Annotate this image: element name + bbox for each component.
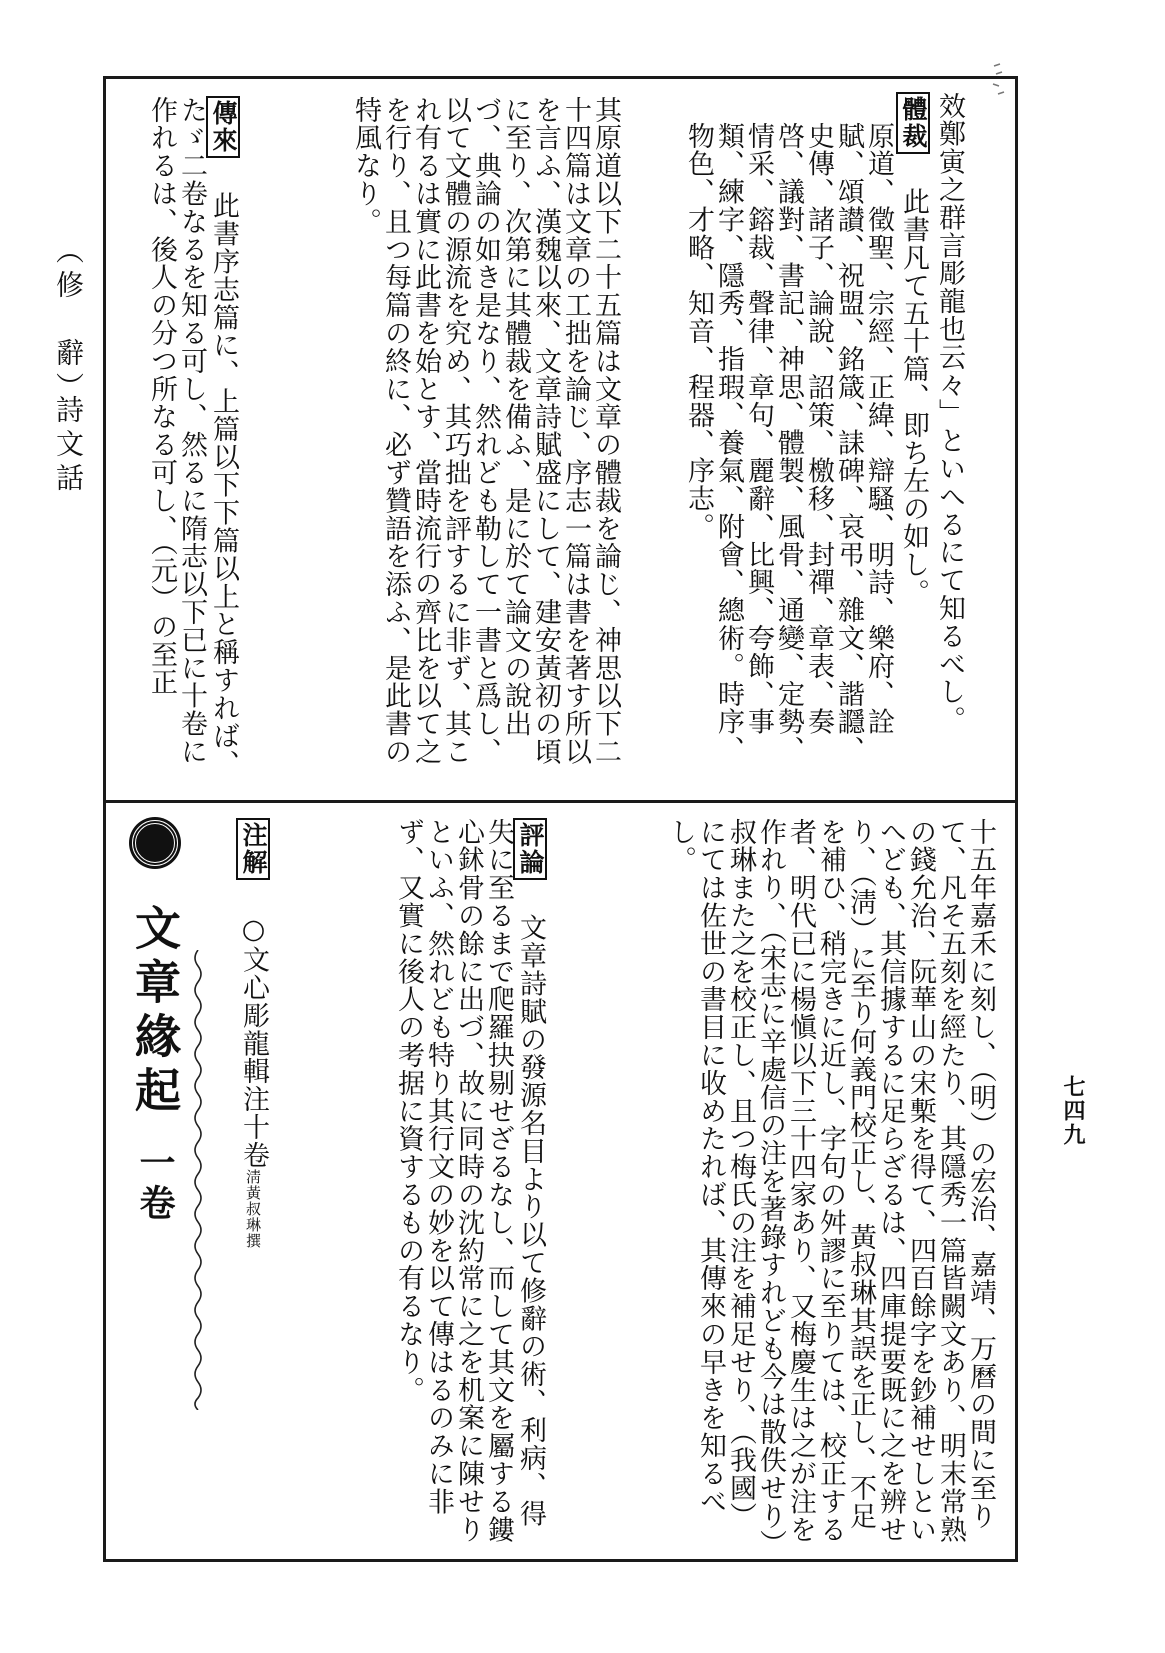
bullet-icon [132, 820, 178, 866]
chukai-column [236, 818, 270, 1249]
denrai-body: 此書序志篇に、上篇以下下篇以上と稱すれば、たゞ二卷なるを知る可し、然るに隋志以下已に十卷に作れるは、後人の分つ所なる可し、（元）の至正 [146, 96, 239, 778]
denrai-continuation: 十五年嘉禾に刻し、（明）の宏治、嘉靖、万曆の間に至りて、凡そ五刻を經たり、其隱秀一篇皆闕文あり、明末常熟の錢允治、阮華山の宋槧を得て、四百餘字を鈔補せしといへども、其信據するに足らざるは、四庫提要既に之を辨せり、（淸）に至り何義門校正し、黃叔琳其誤を正し、不足を補ひ、稍完きに近し、字句の舛謬に至りては、校正する者、明代已に楊愼以下三十四家あり、又梅慶生は之が注を作れり、（宋志に辛處信の注を著錄すれども今は散佚せり）叔琳また之を校正し、且つ梅氏の注を補足せり、（我國）にては佐世の書目に收めたれば、其傳來の早きを知るべし。 [665, 818, 996, 1545]
taisai-intro: 此書凡て五十篇、即ち左の如し。 [898, 187, 929, 607]
denrai-block [114, 96, 240, 786]
hyoron-body: 文章詩賦の發源名目より以て修辭の術、利病、得失に至るまで爬羅抉剔せざるなし、而して其文を屬する鏤心鉥骨の餘に出づ、故に同時の沈約常に之を机案に陳せりといふ、然れども特り其行文の妙を以て傳はるのみに非ず、又實に後人の考据に資するもの有るなり。 [393, 818, 546, 1544]
chukai-label: 注解 [236, 818, 270, 880]
section-volume: 一卷 [134, 1144, 176, 1225]
running-header-book: 詩文話 [52, 395, 85, 497]
intro-column: 效鄭寅之群言彫龍也云々」といへるにて知るべし。 [934, 92, 965, 734]
taisai-body: 其原道以下二十五篇は文章の體裁を論じ、神思以下二十四篇は文章の工拙を論じ、序志一篇は書を著す所以を言ふ、漢魏以來、文章詩賦盛にして、建安黃初の頃に至り、次第に其體裁を備ふ、是に於て論文の說出づ、典論の如き是なり、然れども勒して一書と爲し、以て文體の源流を究め、其巧拙を評するに非ず、其これ有るは實に此書を始とす、當時流行の齊比を以て之を行り、且つ每篇の終に、必ず贊語を添ふ、是此書の特風なり。 [350, 96, 621, 766]
hyoron-block [283, 818, 547, 1548]
taisai-heading-column [896, 92, 930, 606]
hyoron-label: 評論 [513, 818, 547, 880]
section-title-bunsho-enki [122, 820, 188, 1224]
running-header-category: （修 辭） [52, 236, 85, 406]
chukai-entry: ○文心彫龍輯注十卷 [238, 913, 269, 1170]
section-title-text: 文章緣起 [128, 904, 182, 1121]
taisai-label: 體裁 [896, 92, 930, 154]
chukai-attribution: 淸黃叔琳撰 [244, 1169, 262, 1249]
section-divider [106, 800, 1015, 803]
wavy-rule [190, 950, 206, 1410]
taisai-list: 原道、徵聖、宗經、正緯、辯騷、明詩、樂府、詮賦、頌讃、祝盟、銘箴、誄碑、哀弔、雜文、諧讔、史傳、諸子、論說、詔策、檄移、封禪、章表、奏啓、議對、書記、神思、體製、風骨、通變、定勢、情采、鎔裁、聲律、章句、麗辭、比興、夸飾、事類、練字、隱秀、指瑕、養氣、附會、總術。時序、物色、才略、知音、程器、序志。 [683, 122, 894, 764]
page-number: 七四九 [1060, 1075, 1086, 1147]
denrai-label: 傳來 [206, 96, 240, 158]
